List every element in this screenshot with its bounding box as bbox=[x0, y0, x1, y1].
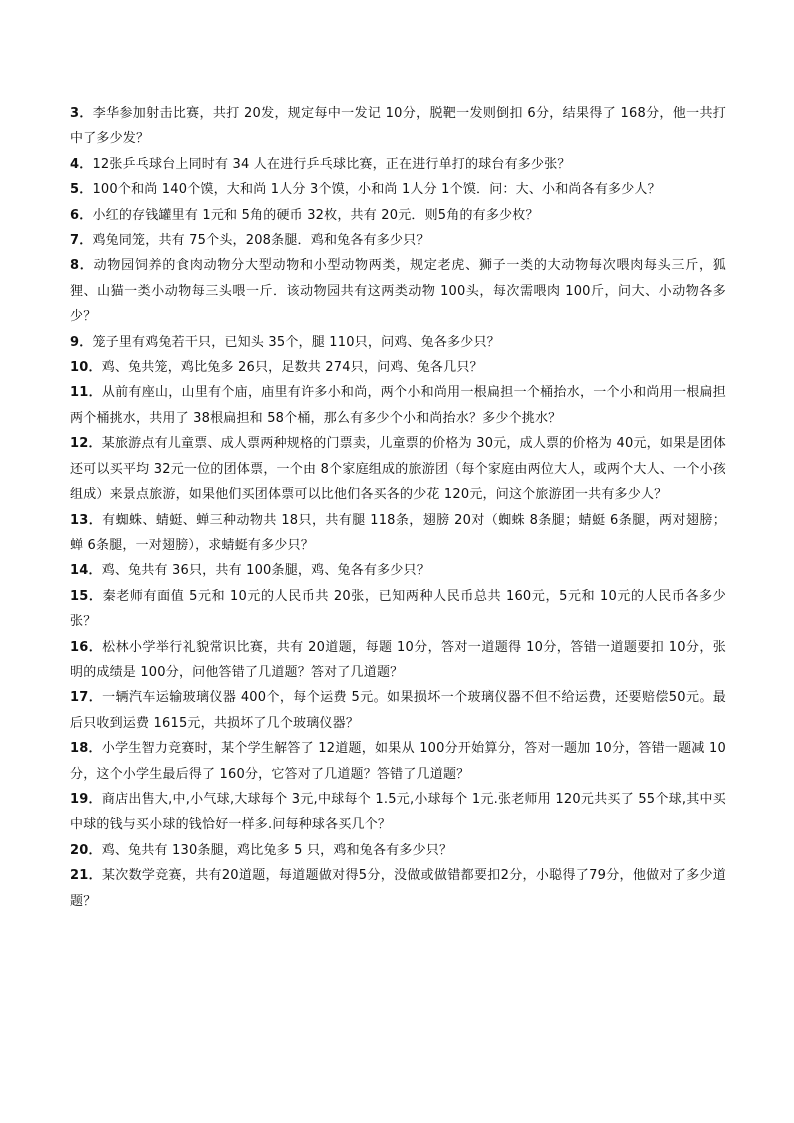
problem-16: 16．松林小学举行礼貌常识比赛，共有 20道题，每题 10分，答对一道题得 10分，答错一道题要扣 10分，张明的成绩是 100分，问他答错了几道题？答对了几道题？ bbox=[70, 639, 726, 680]
problem-15: 15．秦老师有面值 5元和 10元的人民币共 20张，已知两种人民币总共 160元，5元和 10元的人民币各多少张？ bbox=[70, 588, 726, 630]
problem-8: 8．动物园饲养的食肉动物分大型动物和小型动物两类，规定老虎、狮子一类的大动物每次喂肉每头三斤，狐狸、山猫一类小动物每三头喂一斤．该动物园共有这两类动物 100头，每次需喂肉 100斤，问大、小动物各多少？ bbox=[70, 258, 727, 325]
problem-7: 7．鸡兔同笼，共有 75个头，208条腿．鸡和兔各有多少只？ bbox=[70, 233, 430, 249]
problem-19: 19．商店出售大,中,小气球,大球每个 3元,中球每个 1.5元,小球每个 1元.张老师用 120元共买了 55个球,其中买中球的钱与买小球的钱恰好一样多.问每种球各买几个？ bbox=[70, 791, 726, 833]
problem-11: 11．从前有座山，山里有个庙，庙里有许多小和尚，两个小和尚用一根扁担一个桶抬水，一个小和尚用一根扁担两个桶挑水，共用了 38根扁担和 58个桶，那么有多少个小和尚抬水？多少个挑水？ bbox=[70, 385, 726, 426]
problem-17: 17．一辆汽车运输玻璃仪器 400个，每个运费 5元。如果损坏一个玻璃仪器不但不给运费，还要赔偿50元。最后只收到运费 1615元，共损坏了几个玻璃仪器？ bbox=[70, 690, 726, 731]
problem-10: 10．鸡、兔共笼，鸡比兔多 26只，足数共 274只，问鸡、兔各几只？ bbox=[70, 360, 483, 376]
problem-9: 9．笼子里有鸡兔若干只，已知头 35个，腿 110只，问鸡、兔各多少只？ bbox=[70, 334, 500, 350]
problem-13: 13．有蜘蛛、蜻蜓、蝉三种动物共 18只，共有腿 118条，翅膀 20对（蜘蛛 8条腿；蜻蜓 6条腿，两对翅膀；蝉 6条腿，一对翅膀），求蜻蜓有多少只？ bbox=[70, 512, 726, 553]
problem-14: 14．鸡、兔共有 36只，共有 100条腿，鸡、兔各有多少只？ bbox=[70, 563, 430, 579]
problem-20: 20．鸡、兔共有 130条腿，鸡比兔多 5 只，鸡和兔各有多少只？ bbox=[70, 842, 453, 858]
problem-21: 21．某次数学竞赛，共有20道题，每道题做对得5分，没做或做错都要扣2分，小聪得了79分，他做对了多少道题？ bbox=[70, 868, 726, 909]
problem-3: 3．李华参加射击比赛，共打 20发，规定每中一发记 10分，脱靶一发则倒扣 6分，结果得了 168分，他一共打中了多少发？ bbox=[70, 106, 726, 147]
problem-18: 18．小学生智力竞赛时，某个学生解答了 12道题，如果从 100分开始算分，答对一题加 10分，答错一题减 10分，这个小学生最后得了 160分，它答对了几道题？答错了几道题？ bbox=[70, 741, 726, 782]
problem-12: 12．某旅游点有儿童票、成人票两种规格的门票卖，儿童票的价格为 30元，成人票的价格为 40元，如果是团体还可以买平均 32元一位的团体票，一个由 8个家庭组成的旅游团（每个家庭由两位大人，或两个大人、一个小孩组成）来景点旅游，如果他们买团体票可以比他们各买各的少花 120元，问这个旅游团一共有多少人？ bbox=[70, 436, 726, 503]
problem-6: 6．小红的存钱罐里有 1元和 5角的硬币 32枚，共有 20元．则5角的有多少枚？ bbox=[70, 207, 539, 223]
problem-4: 4．12张乒乓球台上同时有 34 人在进行乒乓球比赛，正在进行单打的球台有多少张？ bbox=[70, 156, 571, 172]
problem-5: 5．100个和尚 140个馍，大和尚 1人分 3个馍，小和尚 1人分 1个馍．问：大、小和尚各有多少人？ bbox=[70, 182, 661, 198]
problem-list bbox=[70, 101, 726, 914]
